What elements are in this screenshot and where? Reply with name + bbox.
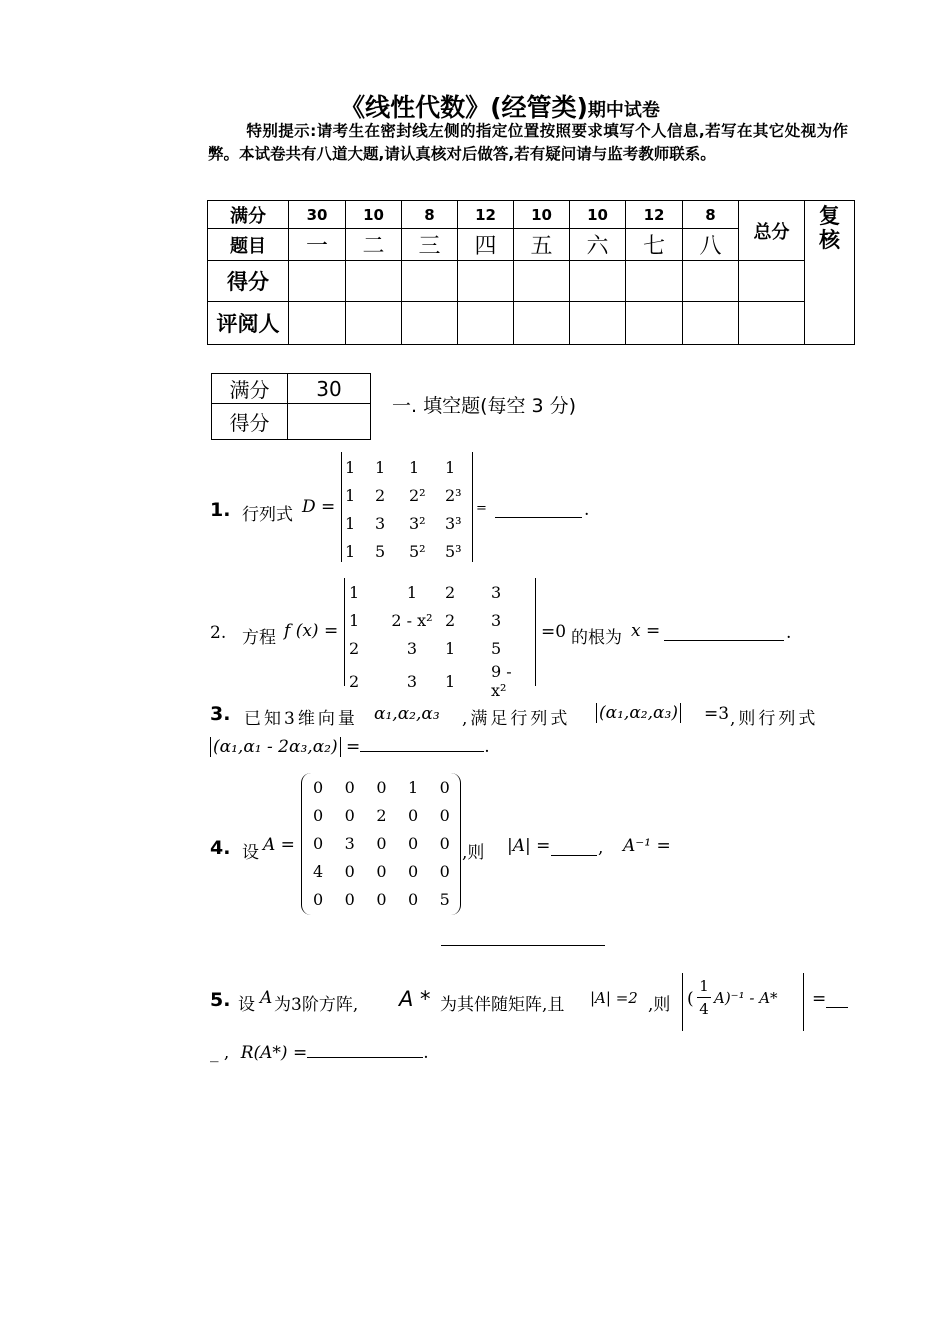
q4-cell: 0	[439, 833, 450, 853]
q1-cell: 3³	[445, 513, 462, 533]
q4-cell: 0	[439, 861, 450, 881]
q4-cell: 0	[376, 861, 387, 881]
full-score-3: 8	[402, 201, 458, 229]
grader-cell[interactable]	[570, 302, 626, 345]
q2-text: 方程	[242, 628, 276, 648]
q2-cell: 2	[445, 582, 456, 602]
score-cell[interactable]	[402, 261, 458, 302]
q2-cell: 3	[406, 638, 418, 658]
q4-cell: 0	[439, 805, 450, 825]
row-label-score: 得分	[208, 261, 289, 302]
q4-text2: ,则	[462, 843, 485, 863]
score-cell[interactable]	[514, 261, 570, 302]
full-score-7: 12	[626, 201, 683, 229]
q1-cell: 1	[445, 457, 456, 477]
q4-cell: 0	[376, 777, 387, 797]
q3-line2	[210, 734, 490, 764]
full-score-2: 10	[346, 201, 402, 229]
question-5: 五	[514, 229, 570, 261]
q1-cell: 1	[345, 457, 356, 477]
q4-cell: 1	[407, 777, 419, 797]
total-score-cell[interactable]	[739, 261, 805, 302]
q4-text: 设	[242, 843, 259, 863]
q3-line1	[210, 703, 850, 733]
q3-eq1: =3	[704, 704, 730, 724]
total-label: 总分	[739, 201, 805, 261]
row-label-grader: 评阅人	[208, 302, 289, 345]
section1-full-label: 满分	[212, 374, 288, 404]
score-cell[interactable]	[570, 261, 626, 302]
q5-line2-sep: _ ,	[210, 1043, 230, 1063]
q5-frac-num: 1	[699, 977, 709, 995]
q2-determinant	[344, 578, 536, 700]
q2-cell: 1	[406, 582, 418, 602]
grader-cell[interactable]	[458, 302, 514, 345]
question-2: 二	[346, 229, 402, 261]
full-score-5: 10	[514, 201, 570, 229]
q3-text: 已知3维向量	[244, 709, 358, 729]
row-label-full: 满分	[208, 201, 289, 229]
q4-sep: ,	[598, 838, 604, 858]
total-grader-cell[interactable]	[739, 302, 805, 345]
q3-text2: ,满足行列式	[462, 709, 571, 729]
q3-text3: ,则行列式	[730, 709, 819, 729]
q3-det1: (α₁,α₂,α₃)	[596, 703, 681, 723]
q5-expr-mid: A)⁻¹ - A*	[714, 989, 778, 1007]
q1-cell: 1	[345, 541, 356, 561]
q5-eq: =	[812, 989, 827, 1009]
q5-text2: 为3阶方阵,	[274, 995, 359, 1015]
q1-cell: 2²	[409, 485, 426, 505]
q1-cell: 3²	[409, 513, 426, 533]
q1-answer-blank[interactable]	[495, 500, 582, 522]
q3-vectors: α₁,α₂,α₃	[374, 704, 440, 724]
q4-cell: 0	[407, 889, 419, 909]
q4-cell: 0	[407, 805, 419, 825]
q1-cell: 1	[345, 485, 356, 505]
score-cell[interactable]	[458, 261, 514, 302]
q2-text2: 的根为	[571, 628, 622, 648]
q2-cell: 9 - x²	[491, 662, 512, 700]
q2-cell: 2 - x²	[391, 610, 433, 630]
q3-answer-blank[interactable]	[360, 734, 484, 752]
q4-cell: 0	[344, 889, 355, 909]
title-tail: 期中试卷	[587, 100, 660, 121]
q2-cell: 3	[406, 671, 418, 691]
q1-cell: 2	[375, 485, 386, 505]
review-label-2: 核	[819, 228, 840, 252]
q2-answer-blank[interactable]	[664, 623, 784, 645]
q2-equals-zero: =0	[541, 622, 567, 642]
q4-cell: 0	[313, 889, 324, 909]
q1-number: 1.	[210, 499, 231, 521]
score-cell[interactable]	[626, 261, 683, 302]
full-score-8: 8	[683, 201, 739, 229]
q1-text: 行列式	[242, 505, 293, 525]
q4-cell: 0	[407, 861, 419, 881]
score-cell[interactable]	[683, 261, 739, 302]
q4-cell: 2	[376, 805, 387, 825]
q5-line1	[210, 977, 850, 1023]
section1-score-box	[211, 373, 371, 440]
q4-cell: 0	[439, 777, 450, 797]
q4-cell: 0	[313, 805, 324, 825]
q3-eq2: =	[346, 737, 361, 757]
q2-cell: 2	[445, 610, 456, 630]
full-score-4: 12	[458, 201, 514, 229]
q1-equals: =	[476, 501, 487, 516]
q1-cell: 1	[409, 457, 420, 477]
q4-inverse-answer-line[interactable]	[441, 945, 605, 946]
score-table	[207, 200, 855, 345]
q3-det2: (α₁,α₁ - 2α₃,α₂)	[210, 737, 341, 757]
special-notice	[208, 120, 848, 166]
notice-body: 请考生在密封线左侧的指定位置按照要求填写个人信息,若写在其它处视为作弊。本试卷共有八道大题,请认真核对后做答,若有疑问请与监考教师联系。	[208, 122, 848, 163]
q2-var: x =	[631, 621, 661, 641]
notice-lead: 特别提示:	[246, 122, 317, 140]
q4-cell: 0	[407, 833, 419, 853]
q2-cell: 1	[349, 582, 360, 602]
q2-tail: .	[786, 623, 792, 643]
q2-number: 2.	[210, 623, 227, 643]
q2-cell: 3	[491, 610, 502, 630]
q1-cell: 5	[375, 541, 386, 561]
q2-cell: 1	[349, 610, 360, 630]
question-6: 六	[570, 229, 626, 261]
q4-cell: 0	[376, 833, 387, 853]
q4-detA-blank[interactable]	[551, 838, 597, 860]
score-cell[interactable]	[346, 261, 402, 302]
q1-cell: 2³	[445, 485, 462, 505]
question-8: 八	[683, 229, 739, 261]
q4-matrix	[301, 773, 461, 915]
q4-cell: 4	[313, 861, 324, 881]
q1-lhs: D =	[302, 497, 336, 517]
q5-tail: .	[423, 1043, 429, 1063]
q4-cell: 0	[344, 805, 355, 825]
question-1: 一	[289, 229, 346, 261]
q5-expr-open: (	[687, 989, 694, 1009]
section1-title: 一. 填空题(每空 3 分)	[392, 395, 577, 417]
q5-frac-bar	[697, 997, 711, 998]
grader-cell[interactable]	[402, 302, 458, 345]
q4-detA: |A| =	[507, 836, 551, 856]
q2-cell: 5	[491, 638, 502, 658]
q4-cell: 5	[439, 889, 450, 909]
row-label-question: 题目	[208, 229, 289, 261]
q5-frac-den: 4	[699, 1000, 709, 1018]
q4-lhs: A =	[263, 835, 295, 855]
q2-cell: 2	[349, 638, 360, 658]
q5-cond: |A| =2	[590, 989, 638, 1007]
q4-cell: 0	[313, 777, 324, 797]
q4-cell: 0	[313, 833, 324, 853]
section1-score-label: 得分	[212, 404, 288, 440]
question-4: 四	[458, 229, 514, 261]
score-cell[interactable]	[289, 261, 346, 302]
q2-lhs: f (x) =	[284, 621, 339, 641]
q1-tail: .	[584, 500, 590, 520]
exam-title	[0, 88, 950, 124]
q4-cell: 0	[344, 777, 355, 797]
section1-full-value: 30	[288, 374, 371, 404]
q1-cell: 1	[375, 457, 386, 477]
q5-A: A	[260, 988, 273, 1008]
q4-cell: 0	[344, 861, 355, 881]
q2-cell: 2	[349, 671, 360, 691]
q5-line2	[210, 1040, 429, 1063]
q2-cell: 3	[491, 582, 502, 602]
q5-det	[682, 973, 804, 1031]
full-score-6: 10	[570, 201, 626, 229]
question-3: 三	[402, 229, 458, 261]
full-score-1: 30	[289, 201, 346, 229]
q5-text1: 设	[238, 995, 255, 1015]
q3-number: 3.	[210, 703, 231, 725]
q2-cell: 1	[445, 671, 456, 691]
q2-cell: 1	[445, 638, 456, 658]
grader-cell[interactable]	[289, 302, 346, 345]
q1-cell: 5³	[445, 541, 462, 561]
grader-cell[interactable]	[683, 302, 739, 345]
q1-cell: 3	[375, 513, 386, 533]
review-label-1: 复	[819, 204, 840, 228]
q1-determinant	[341, 452, 473, 562]
q4-cell: 3	[344, 833, 355, 853]
title-main: 《线性代数》(经管类)	[340, 93, 588, 122]
q5-text3: 为其伴随矩阵,且	[440, 995, 565, 1015]
q5-number: 5.	[210, 989, 231, 1011]
grader-cell[interactable]	[514, 302, 570, 345]
q1-cell: 5²	[409, 541, 426, 561]
q5-answer1-line[interactable]	[826, 1007, 848, 1008]
q3-tail: .	[484, 737, 490, 757]
q4-number: 4.	[210, 837, 231, 859]
q5-rank: R(A*) =	[240, 1043, 308, 1063]
q4-inverse: A⁻¹ =	[623, 836, 671, 856]
grader-cell[interactable]	[626, 302, 683, 345]
section1-score-cell[interactable]	[288, 404, 371, 440]
q5-Astar: A *	[399, 987, 431, 1011]
q1-cell: 1	[345, 513, 356, 533]
review-cell	[805, 201, 855, 345]
q4-cell: 0	[376, 889, 387, 909]
q5-text4: ,则	[648, 995, 671, 1015]
question-7: 七	[626, 229, 683, 261]
grader-cell[interactable]	[346, 302, 402, 345]
q5-answer2-blank[interactable]	[307, 1040, 423, 1058]
